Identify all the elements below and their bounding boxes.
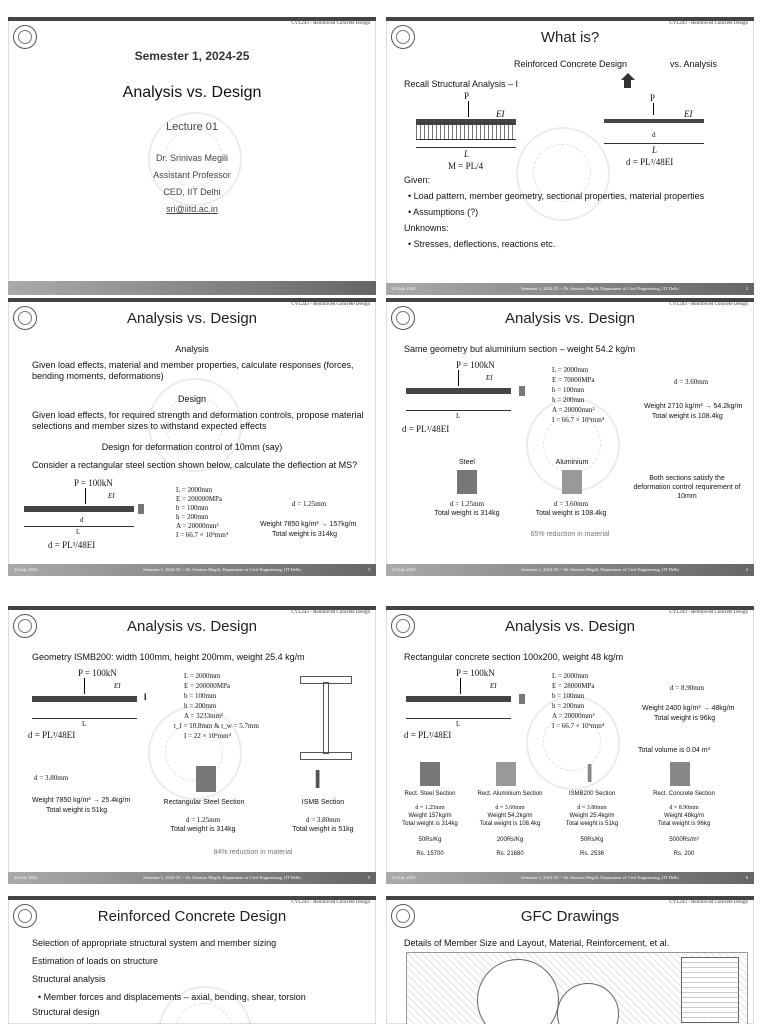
footer-text: Semester 1, 2024-25 -- Dr. Srinivas Megili, Department of Civil Engineering, IIT Delhi: [521, 875, 679, 880]
given-item-1: • Load pattern, member geometry, sectional properties, material properties: [408, 191, 704, 202]
col1-d: d = 1.25mm: [415, 805, 445, 811]
deflection-formula: d = PL³/48EI: [402, 424, 450, 434]
param-5: A = 20000mm²: [552, 712, 595, 720]
deflection-value: d = 8.90mm: [670, 684, 705, 692]
iit-logo-icon: [13, 25, 37, 49]
weight-text: Weight 7850 kg/m³ → 25.4kg/m: [32, 797, 131, 804]
question-text: Consider a rectangular steel section shown below, calculate the deflection at MS?: [32, 460, 358, 470]
point-load-arrow: [85, 488, 86, 504]
col2-section-icon: [496, 762, 516, 786]
param-5: A = 20000mm²: [176, 522, 219, 530]
span-line: [32, 718, 137, 719]
col1-w: Weight 157kg/m: [408, 813, 452, 819]
course-header: CVL243 - Reinforced Concrete Design: [669, 900, 748, 905]
footer-text: Semester 1, 2024-25 -- Dr. Srinivas Megili, Department of Civil Engineering, IIT Delhi: [521, 286, 679, 291]
param-5: A = 20000mm²: [552, 406, 595, 414]
intro-text: Same geometry but aluminium section – weight 54.2 kg/m: [404, 344, 636, 354]
slide-title: Analysis vs. Design: [122, 84, 262, 101]
course-header: CVL243 - Reinforced Concrete Design: [669, 21, 748, 26]
slide-footer: [386, 872, 754, 884]
footer-text: Semester 1, 2024-25 -- Dr. Srinivas Megili, Department of Civil Engineering, IIT Delhi: [143, 875, 301, 880]
recall-text: Recall Structural Analysis – I: [404, 79, 519, 89]
point-load-arrow-2: [653, 103, 654, 115]
l-label: L: [456, 412, 461, 420]
watermark-seal-icon: [516, 127, 610, 221]
moment-formula: M = PL/4: [448, 161, 484, 171]
slide-title: What is?: [540, 29, 600, 46]
steel-label: Steel: [459, 459, 475, 466]
aluminium-label: Aluminium: [555, 459, 589, 466]
col2-d: d = 3.60mm: [495, 805, 525, 811]
total-weight: Total weight is 96kg: [654, 715, 716, 722]
footer-date: 23 July 2024: [392, 286, 416, 291]
slide-2-what-is: [386, 17, 754, 295]
ismb-label: ISMB Section: [301, 799, 345, 806]
total-weight: Total weight is 51kg: [46, 807, 108, 814]
intro-text: Rectangular concrete section 100x200, weight 48 kg/m: [404, 652, 624, 662]
slide-title: Analysis vs. Design: [126, 310, 258, 327]
slide-4-aluminium: [386, 298, 754, 576]
col4-section-icon: [670, 762, 690, 786]
total-weight: Total weight is 314kg: [272, 531, 337, 538]
beam: [32, 696, 137, 702]
weight-text: Weight 2710 kg/m³ → 54.2kg/m: [644, 403, 743, 410]
ismb-section-drawing: [290, 672, 360, 764]
param-3: b = 100mm: [176, 504, 209, 512]
gfc-drawing-image: [406, 952, 748, 1024]
col3-name: ISMB200 Section: [568, 791, 616, 797]
point-load-arrow: [458, 370, 459, 386]
ismb-d: d = 3.80mm: [305, 816, 341, 824]
rect-section-label: Rectangular Steel Section: [163, 799, 245, 806]
span-line: [416, 147, 516, 148]
ei-label: EI: [486, 374, 493, 382]
up-arrow-stem: [624, 80, 631, 88]
footer-page: 3: [367, 567, 370, 572]
moment-diagram: [416, 125, 516, 140]
l-label: L: [76, 528, 81, 536]
param-2: E = 70000MPa: [552, 376, 595, 384]
span-l-label-2: L: [652, 145, 658, 155]
steel-weight: Total weight is 314kg: [434, 510, 500, 517]
course-header: CVL243 - Reinforced Concrete Design: [291, 900, 370, 905]
span-line: [406, 718, 511, 719]
col3-i-icon: I: [586, 758, 594, 788]
semester-label: Semester 1, 2024-25: [134, 49, 250, 63]
slide-title: GFC Drawings: [520, 908, 620, 925]
author-email-link[interactable]: sri@iitd.ac.in: [166, 204, 218, 214]
deflection-formula: d = PL³/48EI: [28, 730, 76, 740]
aluminium-section-icon: [562, 470, 582, 494]
analysis-text: Given load effects, material and member properties, calculate responses (forces, bending moments, deformations): [32, 360, 354, 381]
design-text: Given load effects, for required strength and deformation controls, propose material selections and member sizes to withstand expected effects: [32, 410, 364, 431]
rcd-item-2: Estimation of loads on structure: [32, 956, 159, 966]
reduction-note: 84% reduction in material: [213, 849, 293, 856]
weight-text: Weight 2400 kg/m³ → 48kg/m: [642, 705, 735, 712]
param-5: A = 3233mm²: [184, 712, 224, 720]
footer-date: 23 July 2024: [392, 875, 416, 880]
col3-d: d = 3.80mm: [577, 805, 607, 811]
param-3: b = 100mm: [552, 692, 585, 700]
col3-cost: Rs. 2536: [579, 851, 604, 857]
slide-8-gfc: [386, 896, 754, 1024]
intro-text: Geometry ISMB200: width 100mm, height 200mm, weight 25.4 kg/m: [32, 652, 305, 662]
total-volume: Total volume is 0.04 m³: [638, 747, 710, 754]
slide-footer: [386, 564, 754, 576]
slide-footer: [386, 283, 754, 295]
col2-t: Total weight is 108.4kg: [479, 821, 541, 827]
ei-label: EI: [114, 682, 121, 690]
author-dept: CED, IIT Delhi: [163, 187, 221, 197]
footer-text: Semester 1, 2024-25 -- Dr. Srinivas Megili, Department of Civil Engineering, IIT Delhi: [143, 567, 301, 572]
slide-title: Reinforced Concrete Design: [97, 908, 287, 925]
footer-page: 4: [745, 567, 748, 572]
weight-text: Weight 7850 kg/m³ → 157kg/m: [260, 521, 357, 528]
param-6: I = 66.7 × 10⁶mm⁴: [552, 416, 605, 424]
param-2: E = 200000MPa: [176, 495, 222, 503]
ei-label: EI: [496, 109, 505, 119]
given-item-2: • Assumptions (?): [408, 207, 478, 218]
ismb-weight: Total weight is 51kg: [292, 826, 354, 833]
slide-footer: [8, 872, 376, 884]
col4-t: Total weight is 96kg: [657, 821, 711, 827]
course-header: CVL243 - Reinforced Concrete Design: [291, 21, 370, 26]
slide-7-rcd: [8, 896, 376, 1024]
aluminium-d: d = 3.60mm: [553, 500, 589, 508]
deflection-d-label: d: [652, 131, 656, 139]
author-role: Assistant Professor: [153, 170, 231, 180]
rcd-item-4: Structural design: [32, 1007, 100, 1017]
l-label: L: [82, 720, 87, 728]
col1-name: Rect. Steel Section: [404, 791, 456, 797]
col4-w: Weight 48kg/m: [664, 813, 704, 819]
ei-label: EI: [108, 492, 115, 500]
load-label: P = 100kN: [456, 668, 495, 678]
col3-w: Weight 25.4kg/m: [569, 813, 615, 819]
steel-d: d = 1.25mm: [449, 500, 485, 508]
deflection-value: d = 1.25mm: [292, 500, 327, 508]
col4-d: d = 8.90mm: [669, 805, 699, 811]
course-header: CVL243 - Reinforced Concrete Design: [669, 610, 748, 615]
beam: [406, 696, 511, 702]
rect-steel-section-icon: [196, 766, 216, 792]
ei-label-2: EI: [684, 109, 693, 119]
ei-label: EI: [490, 682, 497, 690]
slide-footer: [8, 281, 376, 295]
course-header: CVL243 - Reinforced Concrete Design: [291, 302, 370, 307]
deflection-formula: d = PL³/48EI: [404, 730, 452, 740]
course-header: CVL243 - Reinforced Concrete Design: [291, 610, 370, 615]
beam-right: [604, 119, 704, 123]
param-1: L = 2000mm: [176, 486, 213, 494]
col2-cost: Rs. 21680: [496, 851, 524, 857]
design-note: Design for deformation control of 10mm (say): [101, 442, 283, 452]
rcd-item-3: Structural analysis: [32, 974, 106, 984]
slide-1-title: [8, 17, 376, 295]
footer-page: 6: [745, 875, 748, 880]
i-section-icon: I: [144, 692, 147, 702]
col4-name: Rect. Concrete Section: [653, 791, 715, 797]
d-label: d: [80, 516, 84, 524]
both-sections-note: Both sections satisfy the deformation control requirement of 10mm: [633, 475, 741, 500]
col1-rate: 50Rs/Kg: [418, 837, 442, 843]
col1-t: Total weight is 314kg: [402, 821, 458, 827]
deflection-value: d = 3.60mm: [674, 378, 709, 386]
slide-5-ismb: [8, 606, 376, 884]
load-p-label-2: P: [650, 93, 656, 103]
footer-date: 23 July 2024: [14, 567, 38, 572]
load-label: P = 100kN: [78, 668, 117, 678]
footer-text: Semester 1, 2024-25 -- Dr. Srinivas Megili, Department of Civil Engineering, IIT Delhi: [521, 567, 679, 572]
param-4: h = 200mm: [552, 396, 585, 404]
footer-date: 23 July 2024: [14, 875, 38, 880]
span-line: [406, 410, 511, 411]
subtitle-analysis: vs. Analysis: [670, 59, 718, 69]
col4-rate: 5000Rs/m³: [669, 837, 699, 843]
point-load-arrow: [468, 101, 469, 117]
param-1: L = 2000mm: [552, 672, 589, 680]
design-heading: Design: [177, 394, 206, 404]
rcd-bullet-1: • Member forces and displacements – axial, bending, shear, torsion: [38, 992, 306, 1003]
param-6: I = 66.7 × 10⁶mm⁴: [176, 531, 229, 539]
load-p-label: P: [464, 91, 470, 101]
l-label: L: [456, 720, 461, 728]
point-load-arrow: [460, 678, 461, 694]
param-1: L = 2000mm: [184, 672, 221, 680]
param-2: E = 200000MPa: [184, 682, 230, 690]
span-line-2: [604, 143, 704, 144]
param-6: t_f = 10.8mm & t_w = 5.7mm: [174, 722, 259, 730]
gfc-intro: Details of Member Size and Layout, Material, Reinforcement, et al.: [404, 938, 670, 948]
span-line: [24, 526, 134, 527]
param-4: h = 200mm: [176, 513, 209, 521]
subtitle-rcd: Reinforced Concrete Design: [514, 59, 628, 69]
col3-rate: 50Rs/Kg: [580, 837, 604, 843]
load-label: P = 100kN: [74, 478, 113, 488]
steel-section-icon: [457, 470, 477, 494]
col1-section-icon: [420, 762, 440, 786]
lecture-label: Lecture 01: [166, 121, 218, 133]
footer-page: 2: [745, 286, 748, 291]
param-3: b = 100mm: [184, 692, 217, 700]
author-name: Dr. Srinivas Megili: [155, 153, 229, 163]
col3-t: Total weight is 51kg: [565, 821, 619, 827]
footer-date: 23 July 2024: [392, 567, 416, 572]
col2-name: Rect. Aluminium Section: [477, 791, 543, 797]
col4-cost: Rs. 200: [673, 851, 695, 857]
point-load-arrow: [84, 678, 85, 694]
course-header: CVL243 - Reinforced Concrete Design: [669, 302, 748, 307]
col1-cost: Rs. 15700: [416, 851, 444, 857]
param-3: b = 100mm: [552, 386, 585, 394]
slide-title: Analysis vs. Design: [504, 618, 636, 635]
slide-title: Analysis vs. Design: [504, 310, 636, 327]
deflection-formula: d = PL³/48EI: [626, 157, 674, 167]
footer-page: 5: [367, 875, 370, 880]
col2-w: Weight 54.2kg/m: [487, 813, 533, 819]
ismb-i-icon: I: [314, 764, 322, 794]
param-7: I = 22 × 10⁶mm⁴: [184, 732, 231, 740]
section-icon: [519, 386, 525, 396]
span-l-label: L: [464, 149, 470, 159]
section-icon: [519, 694, 525, 704]
deflection-formula: d = PL³/48EI: [48, 540, 96, 550]
param-4: h = 200mm: [184, 702, 217, 710]
unknown-item-1: • Stresses, deflections, reactions etc.: [408, 239, 555, 250]
section-icon: [138, 504, 144, 514]
rect-d: d = 1.25mm: [185, 816, 221, 824]
total-weight: Total weight is 108.4kg: [652, 413, 723, 420]
unknowns-heading: Unknowns:: [404, 223, 449, 233]
beam: [24, 506, 134, 512]
given-heading: Given:: [404, 175, 431, 185]
slide-6-concrete: [386, 606, 754, 884]
param-6: I = 66.7 × 10⁶mm⁴: [552, 722, 605, 730]
param-1: L = 2000mm: [552, 366, 589, 374]
up-arrow-icon: [621, 73, 635, 80]
col2-rate: 200Rs/Kg: [496, 837, 524, 843]
rcd-item-1: Selection of appropriate structural system and member sizing: [32, 938, 277, 948]
slide-3-analysis-design: [8, 298, 376, 576]
param-4: h = 200mm: [552, 702, 585, 710]
load-label: P = 100kN: [456, 360, 495, 370]
deflection-value: d = 3.80mm: [34, 774, 69, 782]
slide-footer: [8, 564, 376, 576]
beam: [406, 388, 511, 394]
analysis-heading: Analysis: [175, 344, 209, 354]
aluminium-weight: Total weight is 108.4kg: [535, 510, 607, 517]
reduction-note: 65% reduction in material: [530, 531, 610, 538]
rect-weight: Total weight is 314kg: [170, 826, 236, 833]
param-2: E = 28000MPa: [552, 682, 595, 690]
slide-title: Analysis vs. Design: [126, 618, 258, 635]
